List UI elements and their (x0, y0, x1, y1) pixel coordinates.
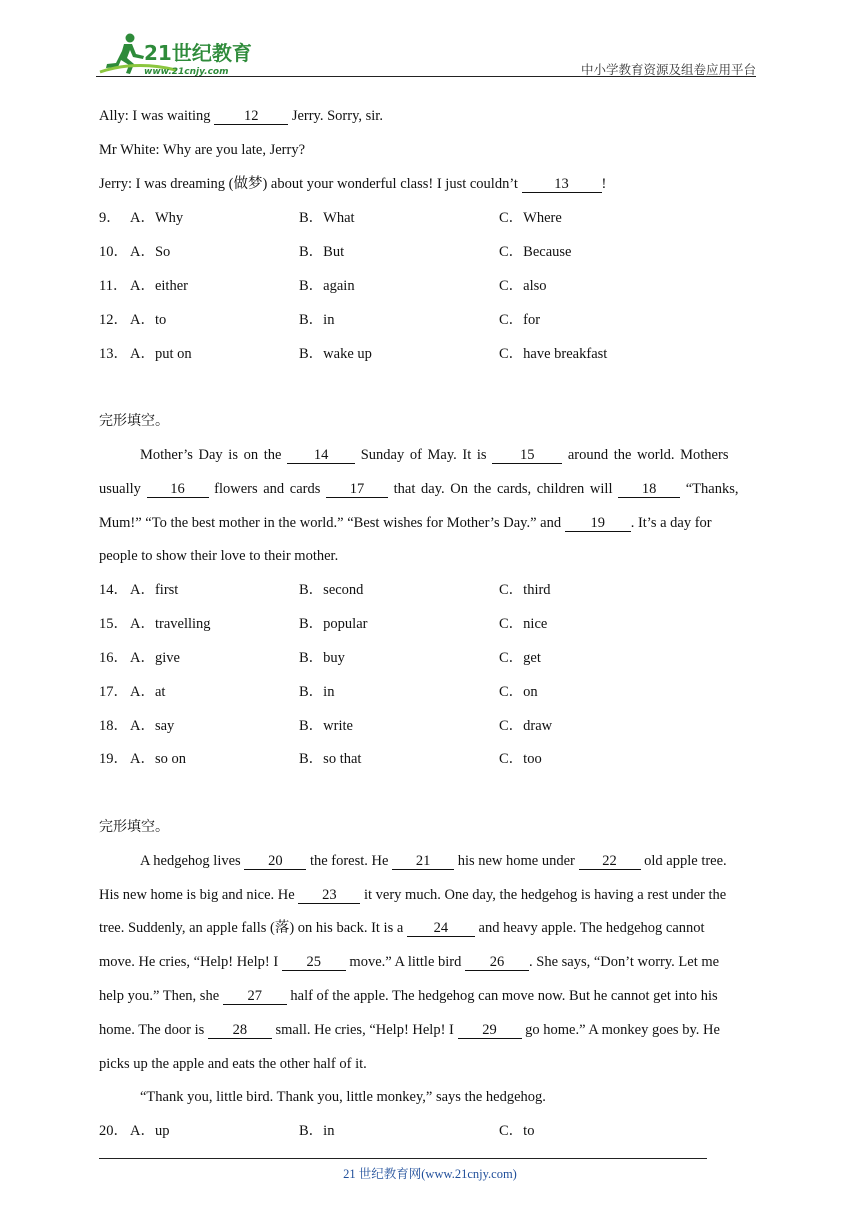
passage-line: Mum!” “To the best mother in the world.” “Best wishes for Mother’s Day.” and 19 . It’s a day for (99, 515, 712, 531)
question-number: 20． (99, 1123, 128, 1139)
option-c[interactable]: C．too (499, 751, 542, 767)
question-number: 9． (99, 210, 121, 226)
option-b[interactable]: B．write (299, 718, 353, 734)
passage-line: usually 16 flowers and cards 17 that day. On the cards, children will 18 “Thanks, (99, 481, 739, 497)
option-b[interactable]: B．so that (299, 751, 362, 767)
blank-15: 15 (492, 447, 562, 464)
option-c[interactable]: C．Because (499, 244, 572, 260)
passage-line: home. The door is 28 small. He cries, “Help! Help! I 29 go home.” A monkey goes by. He (99, 1022, 720, 1038)
blank-23: 23 (298, 887, 360, 904)
passage-line: help you.” Then, she 27 half of the apple. The hedgehog can move now. But he cannot get into his (99, 988, 718, 1004)
blank-28: 28 (208, 1022, 272, 1039)
blank-17: 17 (326, 481, 388, 498)
dialogue-line: Mr White: Why are you late, Jerry? (99, 142, 306, 158)
blank-24: 24 (407, 920, 475, 937)
blank-20: 20 (244, 853, 306, 870)
passage-line: tree. Suddenly, an apple falls (落) on his back. It is a 24 and heavy apple. The hedgehog cannot (99, 920, 705, 936)
blank-25: 25 (282, 954, 346, 971)
option-a[interactable]: A．travelling (130, 616, 211, 632)
passage-line: His new home is big and nice. He 23 it very much. One day, the hedgehog is having a rest under the (99, 887, 727, 903)
section-title: 完形填空。 (99, 819, 169, 835)
dialogue-line: Ally: I was waiting 12 Jerry. Sorry, sir. (99, 108, 383, 124)
option-a[interactable]: A．so on (130, 751, 186, 767)
option-c[interactable]: C．Where (499, 210, 562, 226)
blank-27: 27 (223, 988, 287, 1005)
passage-line: A hedgehog lives 20 the forest. He 21 his new home under 22 old apple tree. (140, 853, 727, 869)
option-a[interactable]: A．up (130, 1123, 170, 1139)
footer-link[interactable]: 21 世纪教育网(www.21cnjy.com) (343, 1167, 517, 1181)
option-a[interactable]: A．either (130, 278, 188, 294)
question-number: 13． (99, 346, 128, 362)
blank-29: 29 (458, 1022, 522, 1039)
option-a[interactable]: A．say (130, 718, 175, 734)
option-b[interactable]: B．again (299, 278, 355, 294)
header-divider (96, 76, 756, 77)
passage-line: people to show their love to their mother. (99, 548, 339, 564)
question-number: 17． (99, 684, 128, 700)
question-number: 16． (99, 650, 128, 666)
question-number: 14． (99, 582, 128, 598)
passage-line: move. He cries, “Help! Help! I 25 move.” A little bird 26 . She says, “Don’t worry. Let me (99, 954, 720, 970)
blank-14: 14 (287, 447, 355, 464)
option-b[interactable]: B．What (299, 210, 355, 226)
question-number: 12． (99, 312, 128, 328)
blank-26: 26 (465, 954, 529, 971)
option-b[interactable]: B．buy (299, 650, 345, 666)
passage-line: “Thank you, little bird. Thank you, little monkey,” says the hedgehog. (140, 1089, 546, 1105)
question-number: 11． (99, 278, 128, 294)
option-c[interactable]: C．also (499, 278, 547, 294)
blank-18: 18 (618, 481, 680, 498)
option-c[interactable]: C．have breakfast (499, 346, 608, 362)
option-c[interactable]: C．to (499, 1123, 535, 1139)
option-c[interactable]: C．on (499, 684, 538, 700)
option-c[interactable]: C．get (499, 650, 541, 666)
option-b[interactable]: B．second (299, 582, 364, 598)
option-a[interactable]: A．Why (130, 210, 184, 226)
footer-divider (99, 1158, 707, 1159)
blank-21: 21 (392, 853, 454, 870)
platform-name: 中小学教育资源及组卷应用平台 (580, 63, 756, 77)
option-b[interactable]: B．But (299, 244, 345, 260)
option-a[interactable]: A．give (130, 650, 180, 666)
option-b[interactable]: B．in (299, 684, 335, 700)
question-number: 15． (99, 616, 128, 632)
blank-19: 19 (565, 515, 631, 532)
question-number: 18． (99, 718, 128, 734)
passage-line: Mother’s Day is on the 14 Sunday of May. It is 15 around the world. Mothers (140, 447, 729, 463)
logo-url: www.21cnjy.com (144, 67, 229, 77)
page-header (96, 30, 756, 78)
blank-22: 22 (579, 853, 641, 870)
section-title: 完形填空。 (99, 413, 169, 429)
option-a[interactable]: A．So (130, 244, 171, 260)
blank-13: 13 (522, 176, 602, 193)
option-c[interactable]: C．nice (499, 616, 548, 632)
option-b[interactable]: B．in (299, 1123, 335, 1139)
dialogue-line: Jerry: I was dreaming (做梦) about your wonderful class! I just couldn’t 13 ! (99, 176, 607, 192)
option-b[interactable]: B．wake up (299, 346, 372, 362)
option-b[interactable]: B．in (299, 312, 335, 328)
option-a[interactable]: A．put on (130, 346, 192, 362)
option-b[interactable]: B．popular (299, 616, 368, 632)
option-a[interactable]: A．first (130, 582, 179, 598)
logo-text: 21世纪教育 (144, 41, 252, 65)
question-number: 10． (99, 244, 128, 260)
option-c[interactable]: C．for (499, 312, 541, 328)
logo (96, 30, 266, 78)
option-a[interactable]: A．to (130, 312, 167, 328)
option-c[interactable]: C．draw (499, 718, 553, 734)
passage-line: picks up the apple and eats the other half of it. (99, 1056, 367, 1072)
option-a[interactable]: A．at (130, 684, 166, 700)
blank-12: 12 (214, 108, 288, 125)
question-number: 19． (99, 751, 128, 767)
blank-16: 16 (147, 481, 209, 498)
option-c[interactable]: C．third (499, 582, 551, 598)
